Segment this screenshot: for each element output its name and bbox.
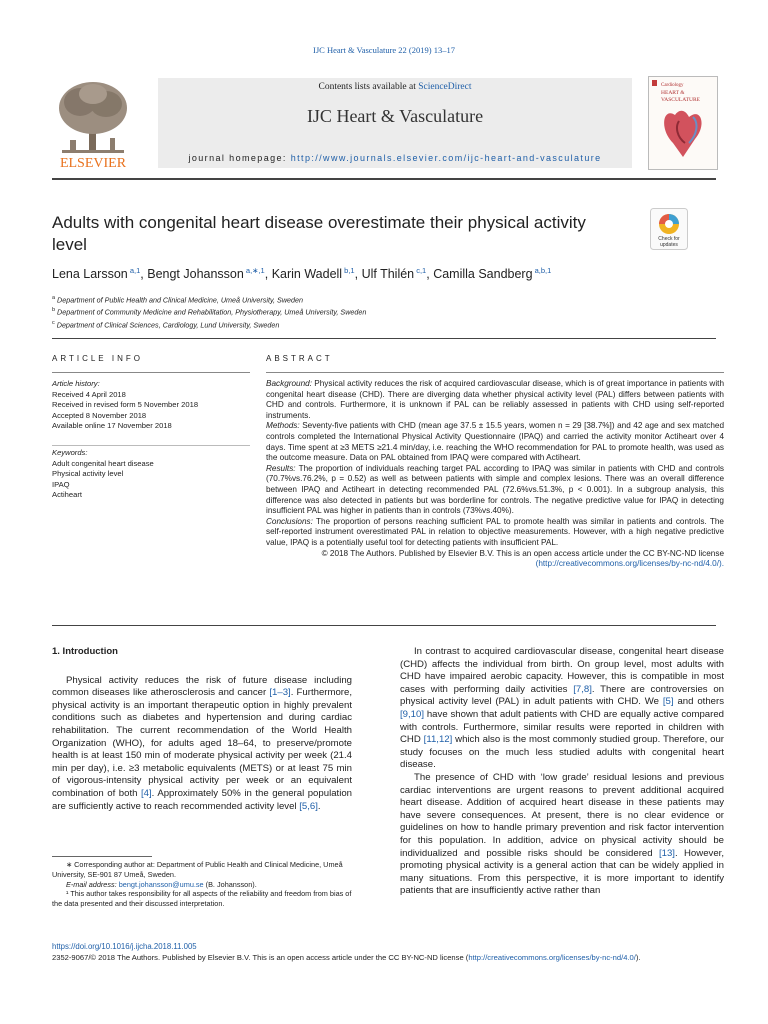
header-divider	[52, 178, 716, 180]
abstract-section-label: Background:	[266, 379, 312, 388]
paragraph-text: have shown that adult patients with CHD are equally active compared with controls. Furthermore, similar results were reported in children with CHD	[400, 708, 724, 746]
author-separator: ,	[426, 267, 434, 282]
paragraph-text: Physical activity reduces the risk of future disease including common diseases like atherosclerosis and cancer	[52, 674, 352, 699]
elsevier-wordmark: ELSEVIER	[59, 156, 127, 170]
body-paragraph	[400, 772, 724, 898]
abstract-section-label: Results:	[266, 463, 296, 473]
affiliation	[52, 318, 366, 330]
doi-link[interactable]: https://doi.org/10.1016/j.ijcha.2018.11.005	[52, 942, 197, 951]
contents-prefix: Contents lists available at	[318, 82, 419, 92]
author-separator: ,	[264, 267, 272, 282]
abstract-section-text: The proportion of individuals reaching target PAL according to IPAQ was similar in patients with CHD and controls (70.7%vs.76.2%, p = 0.52) as well as between patients with simple and complex lesions. There was an overall difference between IPAQ and Actiheart in detecting recommended PAL (72.6%vs.51.3%, p < 0.001). In a subgroup analysis, this difference was also detected in patients but was borderline for controls. The negative predictive value for IPAQ in detecting insufficient PAL was higher in patients than in controls (73%vs.40%).	[266, 463, 724, 516]
keyword: IPAQ	[52, 479, 70, 489]
paragraph-text: In contrast to acquired cardiovascular disease, congenital heart disease (CHD) affects the individual from birth. On group level, most adults with CHD have impaired aerobic capacity. However, this is compatible in most cases with performing daily activities	[400, 646, 724, 695]
paragraph-text: which also is the most commonly studied group. Therefore, our study focuses on the much less studied adults with congenital heart disease.	[400, 734, 724, 771]
citation-link[interactable]: [11,12]	[423, 734, 453, 746]
history-item: Available online 17 November 2018	[52, 421, 172, 430]
author-affiliation-marks[interactable]: c,1	[414, 266, 427, 275]
abstract-rule	[266, 372, 724, 373]
abstract-conclusions	[266, 517, 724, 549]
contents-line	[158, 82, 632, 92]
author-name[interactable]: Lena Larsson	[52, 267, 128, 282]
affiliation-mark: b	[52, 307, 56, 314]
author-affiliation-marks[interactable]: a,∗,1	[243, 266, 265, 275]
abstract-section-text: Seventy-five patients with CHD (mean age 37.5 ± 15.5 years, women n = 29 [38.7%]) and 42 age and sex matched controls completed the International Physical Activity Questionnaire (IPAQ) and carried the activity monitor Actiheart over 4 days. Time spent at ≥3 METS ≥21.4 min/day, i.e. reaching the WHO recommendation for PAL to promote health, was used as the outcome measure. Data on PAL obtained from IPAQ were compared with Actiheart.	[266, 421, 724, 463]
citation-link[interactable]: [7,8]	[573, 683, 592, 695]
abstract-divider	[52, 625, 716, 626]
affiliation-mark: c	[52, 319, 55, 326]
paragraph-text: . There are controversies on physical activity level (PAL) in adult patients with CHD. We	[400, 683, 725, 708]
issn-text: 2352-9067/© 2018 The Authors. Published by Elsevier B.V. This is an open access article under the CC BY-NC-ND license (	[52, 953, 469, 962]
citation-link[interactable]: [4]	[140, 787, 152, 799]
check-for-updates-badge[interactable]	[650, 208, 688, 250]
corresponding-author-note: ∗ Corresponding author at: Department of Public Health and Clinical Medicine, Umeå University, SE-901 87 Umeå, Sweden.	[52, 860, 343, 879]
article-history	[52, 379, 252, 432]
author-separator: ,	[140, 267, 148, 282]
author-name[interactable]: Camilla Sandberg	[433, 267, 533, 282]
copyright-text: © 2018 The Authors. Published by Elsevier B.V. This is an open access article under the CC BY-NC-ND license	[321, 548, 724, 558]
paragraph-text: The presence of CHD with ‘low grade’ residual lesions and previous cardiac interventions are urgent reasons to prevent additional acquired heart disease. Addition of acquired heart disease in these patients may have severe consequences. At present, there is no clear evidence or guidelines on how to handle primary prevention and risk factor intervention for this population. In addition, advice on physical activity should be individualized and possible risks should be considered	[400, 771, 724, 859]
email-link[interactable]: bengt.johansson@umu.se	[118, 879, 204, 889]
author-affiliation-marks[interactable]: b,1	[342, 266, 355, 275]
keyword: Actiheart	[52, 490, 82, 499]
issn-license-line	[52, 953, 641, 962]
paragraph-text: .	[317, 800, 321, 812]
affiliation-text: Department of Public Health and Clinical Medicine, Umeå University, Sweden	[55, 295, 304, 305]
affiliation	[52, 293, 366, 305]
paragraph-text: . Approximately 50% in the general population are sufficiently active to reach recommended activity level	[52, 787, 353, 812]
author-name[interactable]: Karin Wadell	[271, 267, 343, 282]
author-responsibility-note: ¹ This author takes responsibility for all aspects of the reliability and freedom from bias of the data presented and their discussed interpretation.	[52, 889, 352, 909]
email-suffix: (B. Johansson).	[203, 879, 257, 889]
citation-link[interactable]: [5,6]	[299, 800, 318, 812]
journal-homepage-line	[158, 153, 632, 163]
abstract-body	[266, 379, 724, 570]
author-affiliation-marks[interactable]: a,b,1	[532, 266, 552, 275]
abstract-section-text: The proportion of persons reaching sufficient PAL to promote health was similar in patients and controls. The self-reported instrument overestimated PAL in relation to objective measurements. However, with a high negative predictive value, IPAQ is a potentially useful tool for detecting patients with insufficient PAL.	[266, 516, 724, 547]
affiliation-mark: a	[52, 295, 56, 301]
abstract-copyright	[266, 549, 724, 570]
crossmark-icon	[650, 208, 688, 250]
journal-cover-art	[649, 77, 717, 169]
article-info-rule	[52, 372, 250, 373]
elsevier-logo	[52, 78, 134, 170]
body-right-column	[400, 646, 724, 898]
cover-line2: VASCULATURE	[661, 97, 701, 103]
article-title: Adults with congenital heart disease overestimate their physical activity level	[52, 213, 586, 254]
history-item: Received 4 April 2018	[52, 389, 126, 399]
abstract-methods	[266, 421, 724, 463]
footnotes	[52, 860, 352, 909]
email-footnote	[52, 880, 352, 890]
issn-suffix: ).	[635, 953, 641, 962]
keywords-label: Keywords:	[52, 448, 88, 457]
keywords	[52, 448, 252, 501]
paragraph-text: and others	[673, 696, 724, 708]
crossmark-label-2: updates	[660, 242, 678, 248]
abstract-section-text: Physical activity reduces the risk of acquired cardiovascular disease, which is of great importance in patients with congenital heart disease (CHD). There are diverging data whether physical activity level (PAL) differs between patients with CHD and controls. Furthermore, it is unknown if PAL can be reliably assessed in patients with CHD using self-reported instruments.	[266, 379, 724, 420]
journal-cover-image[interactable]	[648, 76, 718, 170]
keyword: Adult congenital heart disease	[52, 458, 154, 468]
abstract-heading: ABSTRACT	[266, 354, 333, 363]
license-link[interactable]: (http://creativecommons.org/licenses/by-nc-nd/4.0/).	[535, 559, 724, 569]
author-list	[52, 266, 551, 281]
keywords-rule	[52, 445, 250, 446]
abstract-background	[266, 379, 724, 421]
citation-link[interactable]: [1–3]	[269, 687, 291, 699]
elsevier-tree-icon	[52, 78, 134, 170]
affiliation-text: Department of Clinical Sciences, Cardiology, Lund University, Sweden	[54, 320, 280, 330]
affiliation-list	[52, 293, 366, 330]
section-heading: 1. Introduction	[52, 646, 118, 657]
affiliation	[52, 305, 366, 317]
history-item: Received in revised form 5 November 2018	[52, 400, 199, 409]
affiliation-text: Department of Community Medicine and Rehabilitation, Physiotherapy, Umeå University, Sweden	[55, 307, 367, 317]
body-paragraph	[52, 675, 352, 814]
email-label: E-mail address:	[66, 879, 119, 889]
citation-link[interactable]: [13]	[658, 847, 675, 859]
cover-line1: HEART &	[661, 90, 685, 96]
keyword: Physical activity level	[52, 469, 124, 478]
paragraph-text: . Furthermore, physical activity is an important therapeutic option in highly prevalent conditions such as diabetes and hypertension and during cardiac rehabilitation. The current recommendation of the World Health Organization (WHO), for adults aged 18–64, to preserve/promote health is at least 150 min of moderate physical activity per week (21.4 min per day), i.e. ≥3 metabolic equivalents (METS) or at least 75 min of vigorous-intensity physical activity per week or an equivalent combination of both	[52, 687, 352, 799]
paragraph-text: . However, promoting physical activity is a general action that can be widely applied in many situations. From this perspective, it is more important to identify patients that are insufficiently active rather than	[400, 847, 724, 897]
sciencedirect-link[interactable]: ScienceDirect	[418, 82, 472, 92]
crossmark-label-1: Check for	[658, 236, 680, 242]
author-name[interactable]: Bengt Johansson	[147, 267, 244, 282]
abstract-section-label: Methods:	[266, 421, 300, 431]
cover-cardiology-text: Cardiology	[661, 83, 684, 88]
journal-title: IJC Heart & Vasculature	[306, 106, 484, 126]
author-name[interactable]: Ulf Thilén	[361, 267, 415, 282]
body-paragraph	[400, 646, 724, 772]
author-separator: ,	[354, 267, 362, 282]
footer-license-link[interactable]: http://creativecommons.org/licenses/by-nc-nd/4.0/	[468, 953, 636, 962]
journal-homepage-link[interactable]: http://www.journals.elsevier.com/ijc-heart-and-vasculature	[290, 153, 602, 163]
article-info-heading: ARTICLE INFO	[52, 354, 143, 363]
abstract-section-label: Conclusions:	[266, 516, 313, 526]
abstract-results	[266, 464, 724, 517]
citation-link[interactable]: [5]	[662, 696, 674, 708]
info-divider	[52, 338, 716, 339]
journal-reference[interactable]: IJC Heart & Vasculature 22 (2019) 13–17	[313, 45, 455, 55]
history-label: Article history:	[52, 379, 100, 388]
history-item: Accepted 8 November 2018	[52, 410, 147, 420]
citation-link[interactable]: [9,10]	[400, 708, 425, 720]
body-left-column	[52, 646, 352, 813]
homepage-label: journal homepage:	[188, 153, 291, 163]
author-affiliation-marks[interactable]: a,1	[127, 266, 141, 275]
footnote-rule	[52, 856, 152, 857]
